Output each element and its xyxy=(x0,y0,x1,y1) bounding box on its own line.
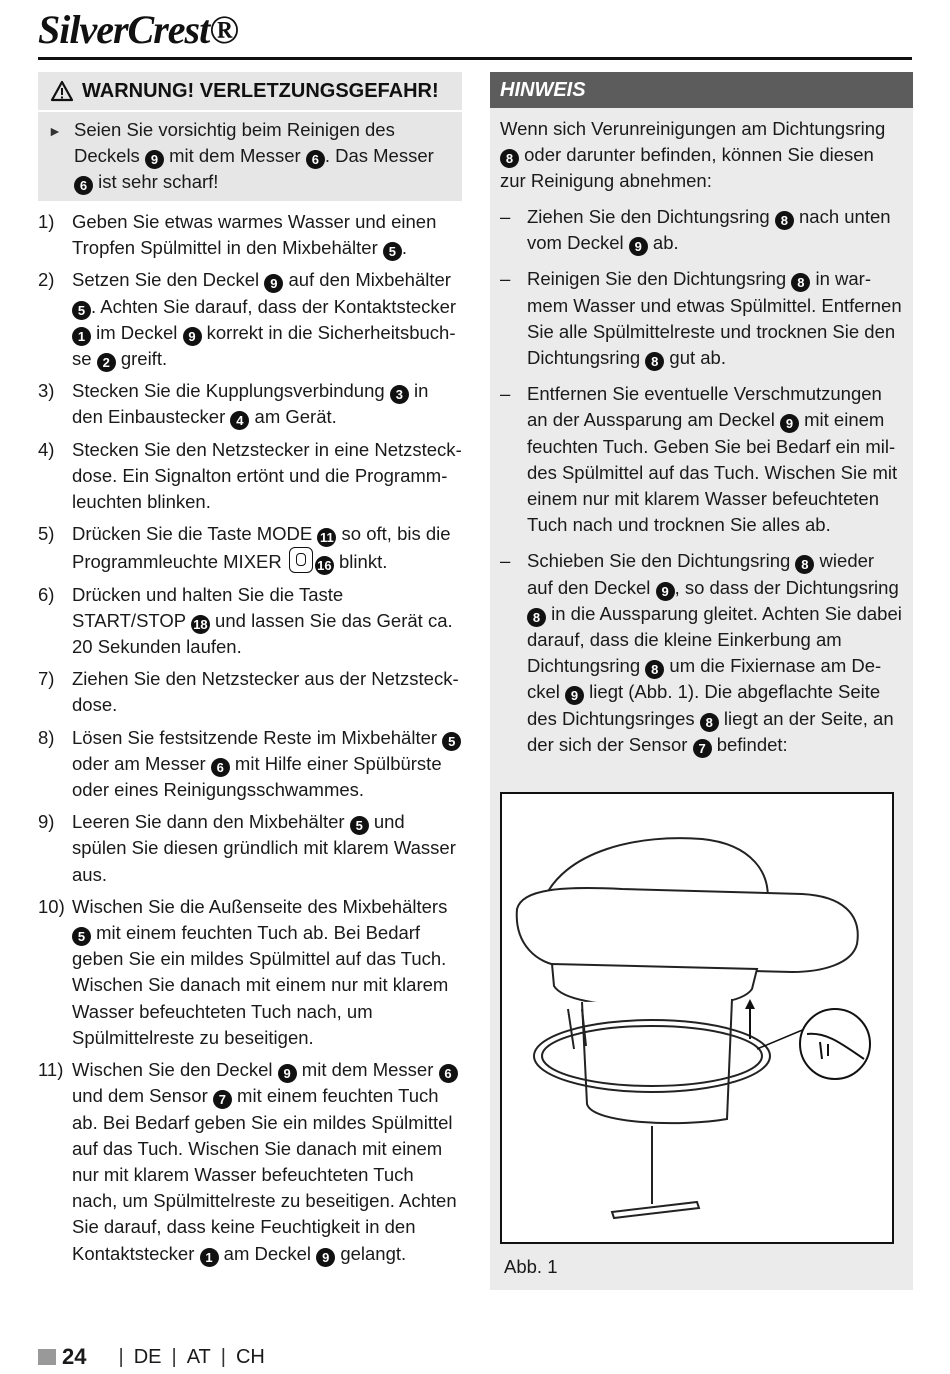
hint-item xyxy=(490,256,913,371)
step-number: 9) xyxy=(38,811,55,833)
item-number-badge: 5 xyxy=(442,732,461,751)
item-number-badge: 7 xyxy=(213,1090,232,1109)
dash-bullet: – xyxy=(500,383,511,405)
hint-item xyxy=(490,371,913,538)
item-number-badge: 9 xyxy=(183,327,202,346)
item-number-badge: 8 xyxy=(645,660,664,679)
step-text: Geben Sie etwas warmes Wasser und einen Tropfen Spülmittel in den Mixbehälter 5 . xyxy=(72,211,437,260)
hint-item xyxy=(490,538,913,758)
item-number-badge: 18 xyxy=(191,615,210,634)
step-text: Stecken Sie die Kupplungsverbindung 3 in den Einbaustecker 4 am Gerät. xyxy=(72,380,429,429)
separator: | xyxy=(220,1345,226,1368)
warning-text: Seien Sie vorsichtig beim Reinigen des Deckels 9 mit dem Messer 6 . Das Messer 6 ist sehr scharf! xyxy=(74,119,434,193)
step-item xyxy=(38,437,462,516)
hint-box xyxy=(490,72,913,1290)
step-number: 4) xyxy=(38,438,55,460)
item-number-badge: 9 xyxy=(780,414,799,433)
step-text: Ziehen Sie den Netzstecker aus der Netzsteckdose. xyxy=(72,668,459,716)
step-item xyxy=(38,521,462,575)
hint-text: Ziehen Sie den Dichtungsring 8 nach unten vom Deckel 9 ab. xyxy=(527,206,891,255)
step-text: Wischen Sie den Deckel 9 mit dem Messer 6 und dem Sensor 7 mit einem feuchten Tuch ab. Bei Bedarf geben Sie ein mildes Spülmittel auf das Tuch. Wischen Sie danach mit einem nur mit klarem Wasser befeuchteten Tuch nach, um Spülmittelreste zu beseitigen. Achten Sie darauf, dass keine Feuchtigkeit in den Kontaktstecker 1 am Deckel 9 gelangt. xyxy=(72,1059,457,1265)
step-item xyxy=(38,725,462,804)
item-number-badge: 9 xyxy=(316,1248,335,1267)
warning-triangle-icon xyxy=(50,80,74,102)
step-item xyxy=(38,378,462,430)
step-item xyxy=(38,1057,462,1267)
brand-logo: SilverCrest® xyxy=(38,7,239,52)
item-number-badge: 5 xyxy=(72,301,91,320)
step-number: 3) xyxy=(38,380,55,402)
step-text: Stecken Sie den Netzstecker in eine Netzsteckdose. Ein Signalton ertönt und die Programmleuchten blinken. xyxy=(72,438,462,513)
step-text: Setzen Sie den Deckel 9 auf den Mixbehälter 5 . Achten Sie darauf, dass der Kontaktstecker 1 im Deckel 9 korrekt in die Sicherheitsbuchse 2 greift. xyxy=(72,269,457,371)
hint-header: HINWEIS xyxy=(490,72,913,108)
dash-bullet: – xyxy=(500,268,511,290)
item-number-badge: 9 xyxy=(264,274,283,293)
step-number: 1) xyxy=(38,211,55,232)
left-column xyxy=(38,72,462,1273)
step-item xyxy=(38,894,462,1051)
hint-intro: Wenn sich Verunreinigungen am Dichtungsring 8 oder darunter befinden, können Sie diesen zur Reinigung abnehmen: xyxy=(500,118,886,191)
hint-text: Entfernen Sie eventuelle Verschmutzungen an der Aussparung am Deckel 9 mit einem feuchten Tuch. Geben Sie bei Bedarf ein mildes Spülmittel auf das Tuch. Wischen Sie mit einem nur mit klarem Wasser befeuchteten Tuch nach und trocknen Sie alles ab. xyxy=(527,383,898,536)
warning-box xyxy=(38,72,462,201)
step-number: 10) xyxy=(38,895,65,917)
lid-seal-illustration xyxy=(502,794,888,1238)
lang-ch: CH xyxy=(235,1345,265,1368)
item-number-badge: 7 xyxy=(693,739,712,758)
step-item xyxy=(38,267,462,372)
item-number-badge: 6 xyxy=(211,758,230,777)
item-number-badge: 5 xyxy=(72,927,91,946)
item-number-badge: 8 xyxy=(700,713,719,732)
item-number-badge: 5 xyxy=(383,242,402,261)
step-text: Leeren Sie dann den Mixbehälter 5 und spülen Sie diesen gründlich mit klarem Wasser aus. xyxy=(72,811,456,885)
hint-item xyxy=(490,194,913,256)
item-number-badge: 1 xyxy=(72,327,91,346)
lang-at: AT xyxy=(186,1345,211,1368)
hint-text: Reinigen Sie den Dichtungsring 8 in warmem Wasser und etwas Spülmittel. Entfernen Sie alle Spülmittelreste und trocknen Sie den Dichtungsring 8 gut ab. xyxy=(527,268,902,370)
step-item xyxy=(38,666,462,718)
step-text: Drücken und halten Sie die Taste START/STOP 18 und lassen Sie das Gerät ca. 20 Sekunden laufen. xyxy=(72,583,453,658)
step-item xyxy=(38,809,462,888)
warning-title: WARNUNG! VERLETZUNGSGEFAHR! xyxy=(82,79,439,102)
item-number-badge: 9 xyxy=(656,582,675,601)
lang-de: DE xyxy=(133,1345,162,1368)
item-number-badge: 8 xyxy=(500,149,519,168)
step-number: 8) xyxy=(38,726,55,748)
bullet-arrow-icon: ► xyxy=(48,123,62,139)
step-text: Lösen Sie festsitzende Reste im Mixbehälter 5 oder am Messer 6 mit Hilfe einer Spülbürste oder eines Reinigungsschwammes. xyxy=(72,725,462,804)
item-number-badge: 8 xyxy=(791,273,810,292)
step-number: 2) xyxy=(38,269,55,291)
hint-list xyxy=(490,194,913,758)
item-number-badge: 8 xyxy=(775,211,794,230)
header-rule xyxy=(38,57,912,60)
steps-list xyxy=(38,209,462,1267)
figure-caption: Abb. 1 xyxy=(504,1256,558,1278)
item-number-badge: 5 xyxy=(350,816,369,835)
item-number-badge: 4 xyxy=(230,411,249,430)
warning-header xyxy=(38,72,462,112)
item-number-badge: 9 xyxy=(629,237,648,256)
item-number-badge: 6 xyxy=(439,1064,458,1083)
page-footer xyxy=(38,1344,265,1370)
step-number: 6) xyxy=(38,583,55,605)
step-item xyxy=(38,209,462,261)
item-number-badge: 2 xyxy=(97,353,116,372)
item-number-badge: 8 xyxy=(795,555,814,574)
item-number-badge: 3 xyxy=(390,385,409,404)
hint-text: Schieben Sie den Dichtungsring 8 wieder auf den Deckel 9 , so dass der Dichtungsring 8 in die Aussparung gleitet. Achten Sie dabei darauf, dass die kleine Einkerbung am Dichtungsring 8 um die Fixiernase am Deckel 9 liegt (Abb. 1). Die abgeflachte Seite des Dichtungsringes 8 liegt an der Seite, an der sich der Sensor 7 befindet: xyxy=(527,550,902,756)
item-number-badge: 8 xyxy=(527,608,546,627)
item-number-badge: 8 xyxy=(645,352,664,371)
step-number: 7) xyxy=(38,668,55,690)
right-column xyxy=(490,72,913,1290)
footer-square xyxy=(38,1349,56,1365)
separator: | xyxy=(118,1345,124,1368)
step-item xyxy=(38,582,462,661)
page-number: 24 xyxy=(62,1344,87,1369)
step-number: 11) xyxy=(38,1059,64,1081)
step-text: Drücken Sie die Taste MODE 11 so oft, bis die Programmleuchte MIXER 16 blinkt. xyxy=(72,523,451,574)
item-number-badge: 9 xyxy=(565,686,584,705)
figure-1 xyxy=(500,792,894,1244)
step-text: Wischen Sie die Außenseite des Mixbehälters 5 mit einem feuchten Tuch ab. Bei Bedarf geben Sie ein mildes Spülmittel auf das Tuch. Wischen Sie danach mit einem nur mit klarem Wasser befeuchteten Tuch nach, um Spülmittelreste zu beseitigen. xyxy=(72,895,449,1048)
item-number-badge: 16 xyxy=(315,556,334,575)
item-number-badge: 1 xyxy=(200,1248,219,1267)
separator: | xyxy=(171,1345,177,1368)
dash-bullet: – xyxy=(500,206,511,227)
item-number-badge: 11 xyxy=(317,528,336,547)
step-number: 5) xyxy=(38,523,55,545)
item-number-badge: 9 xyxy=(278,1064,297,1083)
warning-item xyxy=(38,112,462,199)
mixer-program-icon xyxy=(289,547,313,573)
dash-bullet: – xyxy=(500,550,511,572)
